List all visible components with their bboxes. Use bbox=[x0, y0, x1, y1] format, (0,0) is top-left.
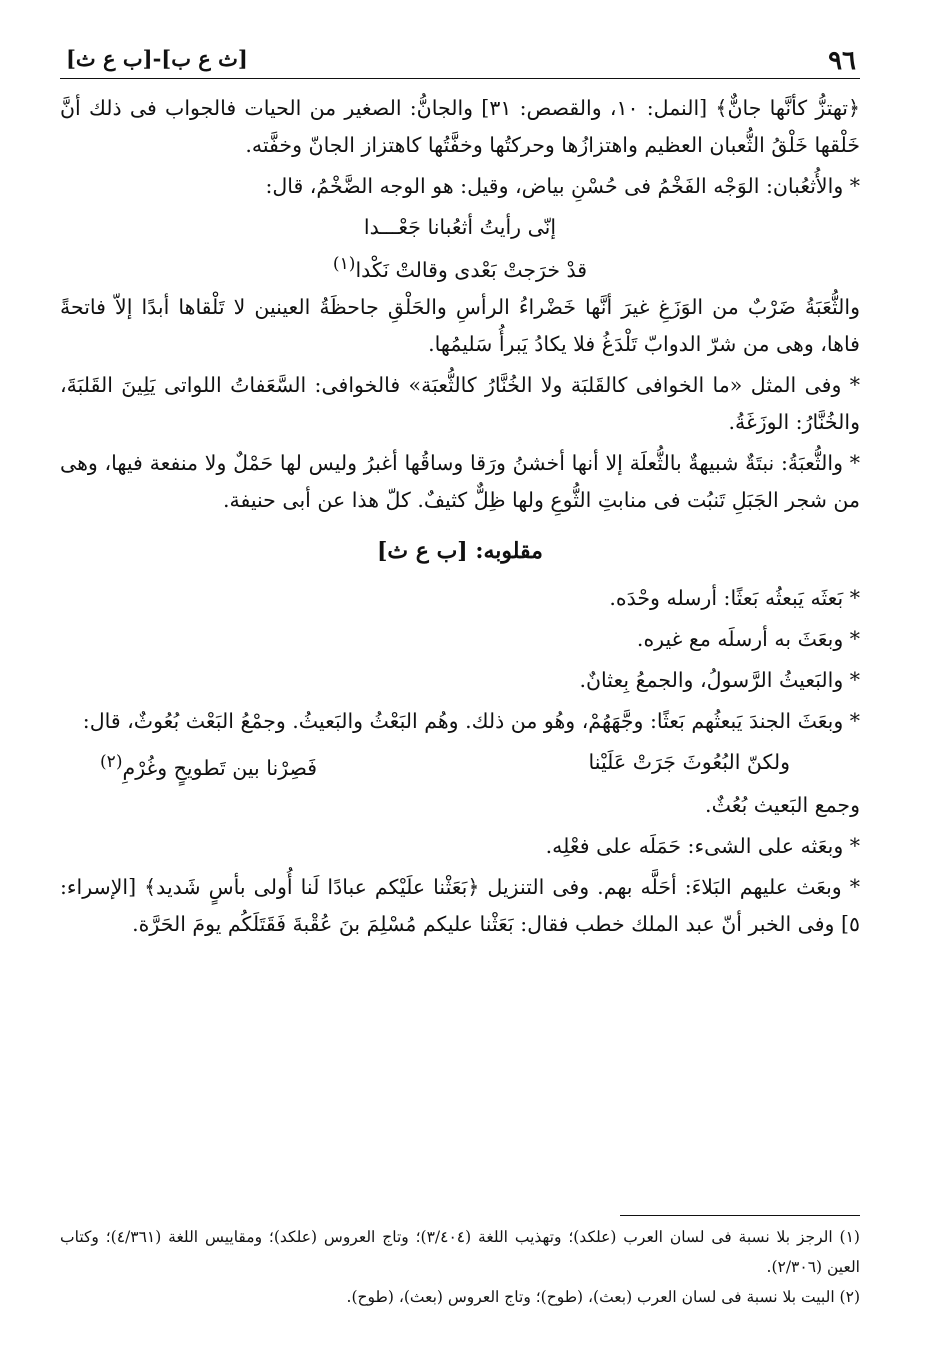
page-header bbox=[60, 40, 860, 78]
paragraph: * وبعَثه على الشىء: حَمَلَه على فعْلِه. bbox=[545, 833, 860, 858]
paragraph: * وبعَث عليهم البَلاءَ: أحَلَّه بهم. وفى التنزيل ﴿بَعَثْنا علَيْكم عبادًا لَنا أُولى بأسٍ شَديد﴾ [الإسراء: ٥] وفى الخبر أنّ عبد الملك خطب فقال: بَعَثْنا عليكم مُسْلِمَ بنَ عُقْبةَ فَقَتَلَكُم يومَ الحَرَّة. bbox=[60, 874, 860, 936]
footnote: (٢) البيت بلا نسبة فى لسان العرب (بعث)، (طوح)؛ وتاج العروس (بعث)، (طوح). bbox=[346, 1288, 860, 1306]
verse-text: فَصِرْنا بين تَطويحٍ وغُرْمِ bbox=[122, 755, 318, 780]
running-head: [ث ع ب]-[ب ع ث] bbox=[66, 46, 248, 71]
verse-text: قدْ خرَجتْ بَعْدى وقالتْ نَكْدا bbox=[355, 257, 588, 282]
paragraph: * والبَعيثُ الرَّسولُ، والجمعُ بِعثانٌ. bbox=[579, 667, 860, 692]
paragraph: * وبعَثَ الجندَ يَبعثُهم بَعثًا: وجَّهَهُمْ، وهُو من ذلك. وهُم البَعْثُ والبَعيثُ. وجمْعُ البَعْث بُعُوثٌ، قال: bbox=[82, 708, 860, 733]
section-title: مقلوبه: [ب ع ث] bbox=[377, 537, 543, 564]
paragraph: * وبعَثَ به أرسلَه مع غيره. bbox=[636, 626, 860, 651]
footnote-ref: (٢) bbox=[100, 751, 123, 772]
verse-hemistich-second bbox=[100, 744, 317, 787]
verse-line bbox=[60, 209, 860, 246]
verse-hemistich: ولكنّ البُعُوثَ جَرَتْ عَلَيْنا bbox=[588, 749, 790, 774]
footnote-ref: (١) bbox=[332, 254, 356, 274]
paragraph: * بَعثَه يَبعثُه بَعثًا: أرسله وحْدَه. bbox=[609, 585, 860, 610]
page-number: ٩٦ bbox=[828, 46, 856, 76]
header-rule bbox=[60, 78, 860, 79]
paragraph: * والأُثعُبان: الوَجْه الفَخْمُ فى حُسْنِ بياض، وقيل: هو الوجه الضَّخْمُ، قال: bbox=[265, 174, 860, 198]
paragraph: * وفى المثل «ما الخوافى كالقَلبَة ولا الخُنَّارُ كالثُّعبَة» فالخوافى: السَّعَفاتُ اللواتى يَلِينَ القَلبَةَ، والخُنَّارُ: الوزَغَةُ. bbox=[60, 372, 860, 434]
paragraph: * والثُّعبَةُ: نبتَةٌ شبيهةٌ بالثُّعلَة إلا أنها أخشنُ ورَقا وساقُها أغبرُ وليس لها حَمْلٌ ولا منفعة فيها، وهى من شجر الجَبَلِ تَنبُت فى منابتِ الثُّوعِ ولها ظِلٌّ كثيفٌ. كلّ هذا عن أبى حنيفة. bbox=[60, 450, 860, 512]
main-text bbox=[60, 90, 860, 947]
paragraph: وجمع البَعيث بُعُثٌ. bbox=[705, 792, 860, 817]
document-page bbox=[60, 30, 860, 1330]
verse-text: إنّى رأيتُ أثعُبانا جَعْـــدا bbox=[363, 215, 557, 239]
paragraph: ﴿تهتزُّ كأنَّها جانٌّ﴾ [النمل: ١٠، والقصص: ٣١] والجانُّ: الصغير من الحيات فالجواب فى ذلك أنَّ خَلْقها خَلْقُ الثُّعبان العظيم واهتزازُها وحركتُها وخفَّتُها كاهتزاز الجانّ وخفَّته. bbox=[60, 96, 860, 157]
footnote-rule bbox=[620, 1215, 860, 1216]
footnote: (١) الرجز بلا نسبة فى لسان العرب (علكد)؛ وتهذيب اللغة (٣/٤٠٤)؛ وتاج العروس (علكد)؛ ومقاييس اللغة (٤/٣٦١)؛ وكتاب العين (٢/٣٠٦). bbox=[60, 1228, 860, 1276]
verse-line bbox=[60, 246, 860, 289]
paragraph: والثُّعَبَةُ ضَرْبٌ من الوَزَغِ غيرَ أنَّها خَضْراءُ الرأسِ والحَلْقِ جاحظَةُ العينين لا تَلْقاها أبدًا إلاّ فاتحةً فاها، وهى من شرّ الدوابّ تَلْدَغُ فلا يكادُ يَبرأُ سَليمُها. bbox=[60, 294, 860, 356]
footnotes bbox=[60, 1222, 860, 1312]
verse-couplet bbox=[60, 744, 860, 787]
